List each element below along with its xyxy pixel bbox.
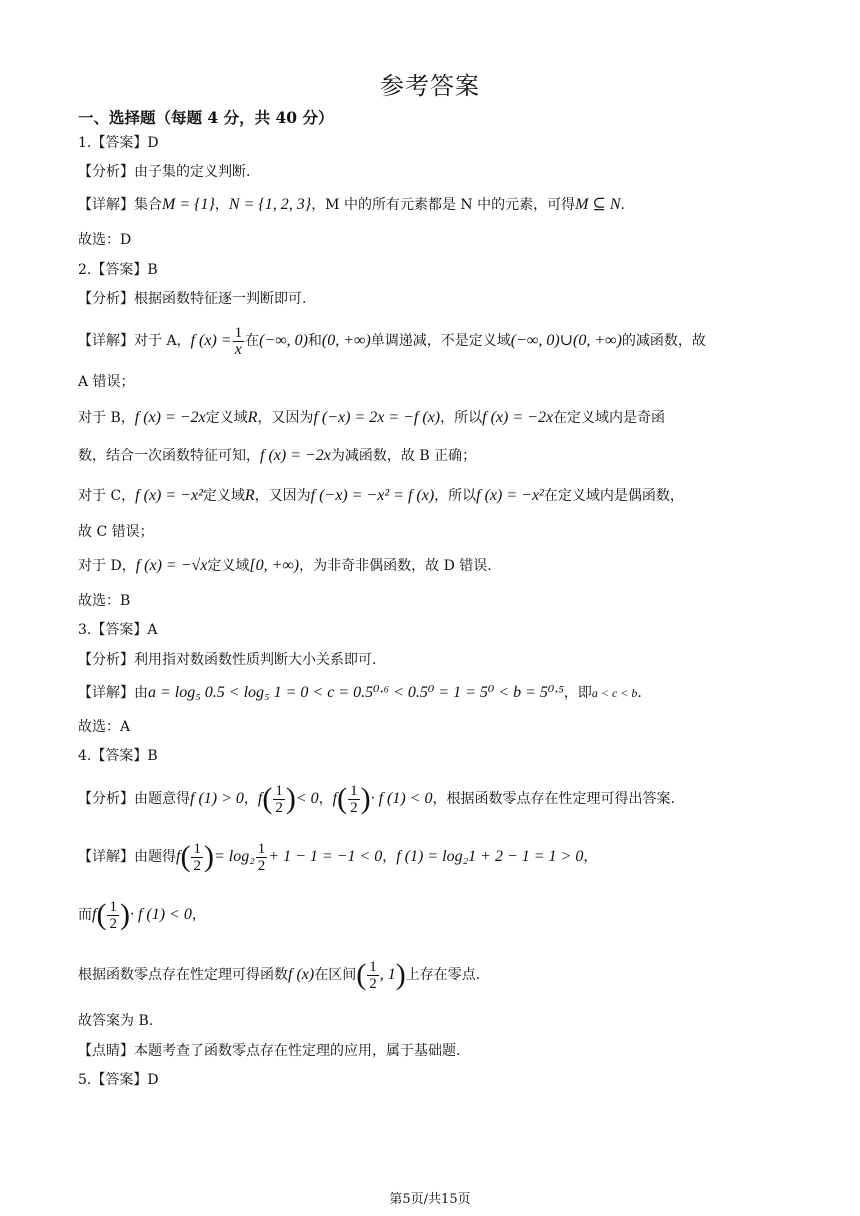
q4-sep-1: ， [243, 791, 258, 807]
q4-a2-f: f [257, 790, 263, 807]
q2-b-fx3: f (x) = −2x [260, 447, 331, 464]
q4-while-end: ， [191, 907, 206, 923]
q1-answer: 1.【答案】D [78, 135, 159, 151]
half-num: 1 [350, 782, 358, 799]
q2-c-pre: 对于 C， [78, 488, 136, 504]
q5-answer: 5.【答案】D [78, 1072, 159, 1088]
q4-detail [78, 840, 800, 874]
q4-detail-pre: 【详解】由题得 [78, 849, 176, 865]
q4-d1-half [191, 841, 203, 874]
q2-b-line2 [78, 446, 800, 466]
q1-detail-pre: 【详解】集合 [78, 197, 162, 213]
left-paren-icon: ( [96, 898, 107, 931]
q2-union: (−∞, 0)∪(0, +∞) [510, 332, 622, 349]
q2-d-tail: ，为非奇非偶函数，故 D 错误. [299, 558, 492, 574]
q2-c-again: ，又因为 [254, 488, 311, 504]
q4-d2: f (1) = log₂1 + 2 − 1 = 1 > 0 [396, 848, 584, 865]
q3-relation: a < c < b [591, 686, 638, 700]
q2-interval-1: (−∞, 0) [259, 332, 308, 349]
q2-detail-pre: 【详解】对于 A， [78, 333, 191, 349]
q4-conclusion-fx: f (x) [288, 966, 315, 983]
q1-sep: ， [214, 197, 229, 213]
left-paren-icon: ( [262, 782, 273, 815]
q2-c-eq: f (−x) = −x² = f (x) [310, 487, 435, 504]
q3-detail-end: . [637, 685, 642, 701]
q1-set-n: N = {1, 2, 3} [228, 196, 312, 213]
q2-b-pre: 对于 B， [78, 410, 135, 426]
q2-b-fx2: f (x) = −2x [482, 409, 554, 426]
q2-detail-a-text: 在 [245, 333, 260, 349]
q2-c-R: R [244, 487, 255, 504]
q4-comment: 【点睛】本题考查了函数零点存在性定理的应用，属于基础题. [78, 1043, 461, 1059]
half-den: 2 [369, 975, 377, 992]
q1-relation: M ⊆ N [575, 196, 621, 213]
q2-b-eq: f (−x) = 2x = −f (x) [313, 409, 441, 426]
q2-c-dom: 定义域 [202, 488, 245, 504]
q2-b-R: R [247, 409, 258, 426]
left-paren-icon: ( [180, 840, 191, 873]
half-num: 1 [369, 958, 377, 975]
q2-d-dom: 定义域 [207, 558, 250, 574]
q4-conclusion [78, 958, 800, 992]
q4-while-pre: 而 [78, 907, 92, 923]
q1-detail-mid: ，M 中的所有元素都是 N 中的元素，可得 [311, 197, 576, 213]
q4-conclusion-end: 上存在零点. [405, 967, 481, 983]
half-den: 2 [275, 799, 283, 816]
q4-a1: f (1) > 0 [190, 790, 244, 807]
q4-analysis [78, 782, 800, 816]
q2-b-line1 [78, 408, 800, 428]
q4-interval-half [367, 959, 379, 992]
q2-interval-2: (0, +∞) [321, 332, 371, 349]
q2-c-fx: f (x) = −x² [135, 487, 203, 504]
q1-choice: 故选：D [78, 232, 132, 248]
q4-d1-eq: = log₂ [213, 848, 255, 865]
q3-analysis: 【分析】利用指对数函数性质判断大小关系即可. [78, 652, 377, 668]
q4-conclusion-mid: 在区间 [314, 967, 357, 983]
q4-a3-f: f [332, 790, 338, 807]
q2-b-line2-tail: 为减函数，故 B 正确； [330, 448, 477, 464]
left-paren-icon: ( [356, 958, 367, 991]
q2-detail-a [78, 324, 800, 358]
q1-detail [78, 195, 800, 215]
q2-a-wrong: A 错误； [78, 374, 135, 390]
q2-b-tail: 在定义域内是奇函 [553, 410, 666, 426]
q4-a2-tail: < 0 [295, 790, 319, 807]
q4-d-comma-1: ， [382, 849, 397, 865]
half-num: 1 [275, 782, 283, 799]
q4-analysis-pre: 【分析】由题意得 [78, 791, 190, 807]
half-den: 2 [257, 857, 266, 874]
half-den: 2 [109, 915, 117, 932]
q2-c-fx2: f (x) = −x² [476, 487, 544, 504]
half-num: 1 [193, 840, 201, 857]
left-paren-icon: ( [337, 782, 348, 815]
q2-choice: 故选：B [78, 593, 131, 609]
q4-while-tail: · f (1) < 0 [129, 906, 192, 923]
half-num: 1 [257, 840, 266, 857]
q1-detail-end: . [620, 197, 625, 213]
q4-final: 故答案为 B. [78, 1013, 154, 1029]
q1-set-m: M = {1} [162, 196, 215, 213]
q2-analysis: 【分析】根据函数特征逐一判断即可. [78, 291, 307, 307]
q2-b-fx: f (x) = −2x [134, 409, 206, 426]
q2-c-wrong: 故 C 错误； [78, 524, 154, 540]
q2-frac-den: x [234, 340, 242, 358]
q2-detail-d-text: 的减函数，故 [621, 333, 706, 349]
q4-while-half [107, 899, 119, 932]
half-den: 2 [350, 799, 358, 816]
q2-b-so: ，所以 [440, 410, 483, 426]
q2-fx: f (x) = [190, 332, 232, 349]
q2-answer: 2.【答案】B [78, 262, 158, 278]
q4-conclusion-pre: 根据函数零点存在性定理可得函数 [78, 967, 288, 983]
q4-while [78, 898, 800, 932]
q2-d-fx: f (x) = −√x [135, 557, 208, 574]
q3-detail [78, 683, 800, 703]
q4-a3-half [348, 783, 360, 816]
q4-d1-rest: + 1 − 1 = −1 < 0 [268, 848, 383, 865]
page-title: 参考答案 [380, 72, 480, 100]
q4-analysis-end: ，根据函数零点存在性定理可得出答案. [432, 791, 675, 807]
right-paren-icon: ) [203, 840, 214, 873]
q3-answer: 3.【答案】A [78, 622, 158, 638]
q2-detail-b-text: 和 [307, 333, 322, 349]
section-heading: 一、选择题（每题 4 分，共 40 分） [78, 108, 334, 127]
q2-c-so: ，所以 [434, 488, 477, 504]
right-paren-icon: ) [285, 782, 296, 815]
q3-expression: a = log₅ 0.5 < log₅ 1 = 0 < c = 0.5⁰·⁶ < 0.5⁰ = 1 = 5⁰ < b = 5⁰·⁵ [148, 684, 564, 701]
q2-b-line2-pre: 数，结合一次函数特征可知， [78, 448, 260, 464]
q2-c-line [78, 486, 800, 506]
half-num: 1 [109, 898, 117, 915]
right-paren-icon: ) [119, 898, 130, 931]
right-paren-icon: ) [360, 782, 371, 815]
q4-d1-log-half [256, 841, 268, 874]
q2-d-line [78, 556, 800, 576]
q4-a3-tail: · f (1) < 0 [370, 790, 433, 807]
page-footer: 第5页/共15页 [389, 1192, 471, 1207]
q2-d-interval: [0, +∞) [249, 557, 300, 574]
q3-detail-mid: ，即 [563, 685, 592, 701]
q2-fraction [233, 325, 245, 358]
q2-b-again: ，又因为 [257, 410, 314, 426]
q1-analysis: 【分析】由子集的定义判断. [78, 164, 251, 180]
q3-detail-pre: 【详解】由 [78, 685, 148, 701]
q4-a2-half [273, 783, 285, 816]
right-paren-icon: ) [395, 958, 406, 991]
q2-b-dom: 定义域 [205, 410, 248, 426]
q2-c-tail: 在定义域内是偶函数， [543, 488, 684, 504]
q2-detail-c-text: 单调递减，不是定义域 [370, 333, 511, 349]
q4-while-f: f [92, 906, 97, 923]
q4-d1-f: f [176, 848, 181, 865]
q4-answer: 4.【答案】B [78, 748, 158, 764]
half-den: 2 [193, 857, 201, 874]
q4-d-comma-2: ， [583, 849, 598, 865]
q2-frac-num: 1 [234, 324, 243, 341]
q4-interval-right: , 1 [379, 966, 396, 983]
q2-d-pre: 对于 D， [78, 558, 136, 574]
q4-sep-2: ， [318, 791, 333, 807]
q3-choice: 故选：A [78, 719, 131, 735]
